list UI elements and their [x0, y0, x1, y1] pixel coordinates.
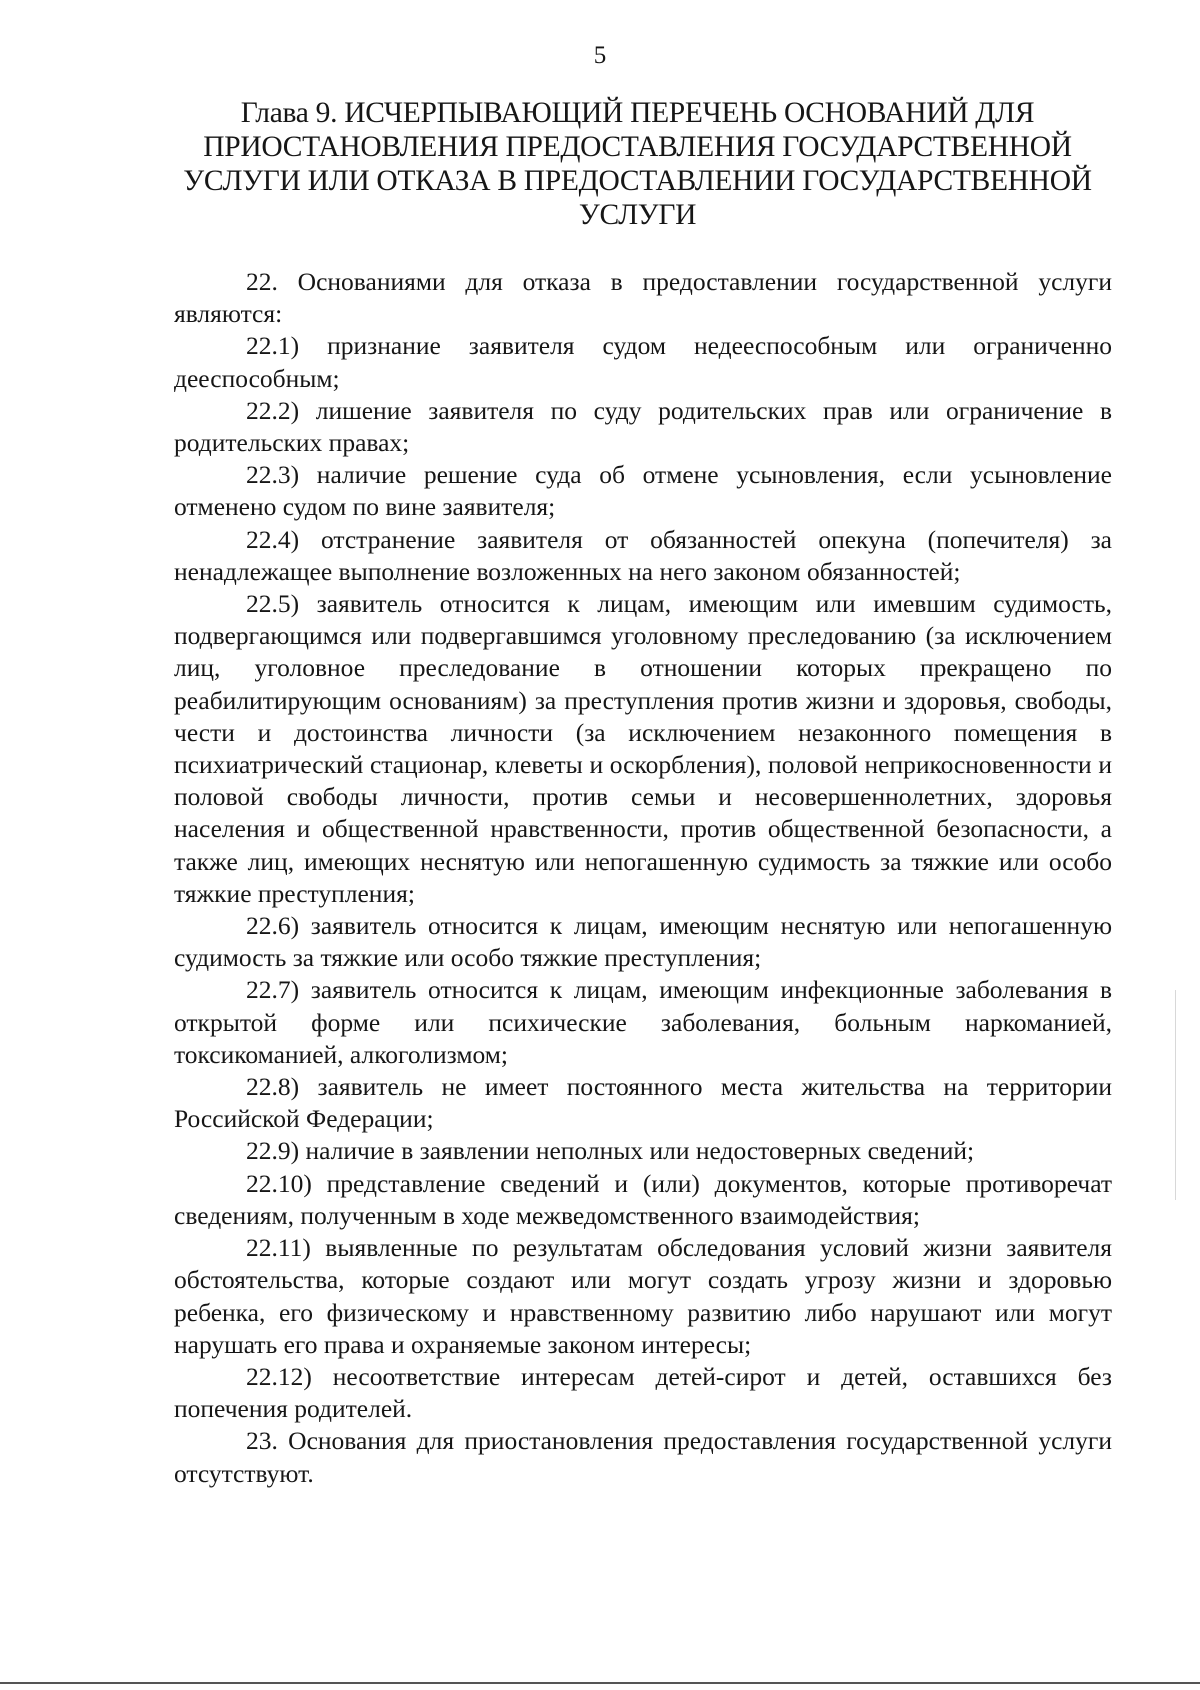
document-body	[174, 266, 1112, 1490]
paragraph-22-1: 22.1) признание заявителя судом недееспособным или ограниченно дееспособным;	[174, 331, 1112, 393]
paragraph-22-12: 22.12) несоответствие интересам детей-сирот и детей, оставшихся без попечения родителей.	[174, 1361, 1112, 1424]
paragraph-22-5: 22.5) заявитель относится к лицам, имеющим или имевшим судимость, подвергающимся или подвергавшимся уголовному преследованию (за исключением лиц, уголовное преследование в отношении которых прекращено по реабилитирующим основаниям) за преступления против жизни и здоровья, свободы, чести и достоинства личности (за исключением незаконного помещения в психиатрический стационар, клеветы и оскорбления), половой неприкосновенности и половой свободы личности, против семьи и несовершеннолетних, здоровья населения и общественной нравственности, против общественной безопасности, а также лиц, имеющих неснятую или непогашенную судимость за тяжкие или особо тяжкие преступления;	[174, 589, 1112, 908]
scan-artifact	[1175, 990, 1176, 1200]
paragraph-22-8: 22.8) заявитель не имеет постоянного места жительства на территории Российской Федерации;	[174, 1072, 1112, 1134]
chapter-title-line: ПРИОСТАНОВЛЕНИЯ ПРЕДОСТАВЛЕНИЯ ГОСУДАРСТВЕННОЙ	[203, 131, 1072, 163]
paragraph-22: 22. Основаниями для отказа в предоставлении государственной услуги являются:	[174, 267, 1112, 329]
paragraph-22-9: 22.9) наличие в заявлении неполных или недостоверных сведений;	[246, 1136, 975, 1166]
chapter-title-line: Глава 9. ИСЧЕРПЫВАЮЩИЙ ПЕРЕЧЕНЬ ОСНОВАНИЙ ДЛЯ	[240, 97, 1035, 129]
paragraph-22-3: 22.3) наличие решение суда об отмене усыновления, если усыновление отменено судом по вине заявителя;	[174, 460, 1112, 522]
paragraph-22-4: 22.4) отстранение заявителя от обязанностей опекуна (попечителя) за ненадлежащее выполнение возложенных на него законом обязанностей;	[174, 524, 1112, 586]
chapter-title-line: УСЛУГИ	[578, 199, 697, 231]
paragraph-22-10: 22.10) представление сведений и (или) документов, которые противоречат сведениям, полученным в ходе межведомственного взаимодействия;	[174, 1168, 1112, 1230]
paragraph-22-7: 22.7) заявитель относится к лицам, имеющим инфекционные заболевания в открытой форме или психические заболевания, больным наркоманией, токсикоманией, алкоголизмом;	[174, 975, 1112, 1069]
paragraph-22-6: 22.6) заявитель относится к лицам, имеющим неснятую или непогашенную судимость за тяжкие или особо тяжкие преступления;	[174, 911, 1112, 973]
chapter-title-line: УСЛУГИ ИЛИ ОТКАЗА В ПРЕДОСТАВЛЕНИИ ГОСУДАРСТВЕННОЙ	[183, 165, 1092, 197]
page-bottom-edge	[0, 1682, 1200, 1684]
paragraph-22-11: 22.11) выявленные по результатам обследования условий жизни заявителя обстоятельства, которые создают или могут создать угрозу жизни и здоровью ребенка, его физическому и нравственному развитию либо нарушают или могут нарушать его права и охраняемые законом интересы;	[174, 1233, 1112, 1359]
paragraph-23: 23. Основания для приостановления предоставления государственной услуги отсутствуют.	[174, 1426, 1112, 1488]
chapter-title	[150, 96, 1125, 232]
paragraph-22-2: 22.2) лишение заявителя по суду родительских прав или ограничение в родительских правах;	[174, 395, 1112, 458]
page-number: 5	[593, 42, 607, 69]
